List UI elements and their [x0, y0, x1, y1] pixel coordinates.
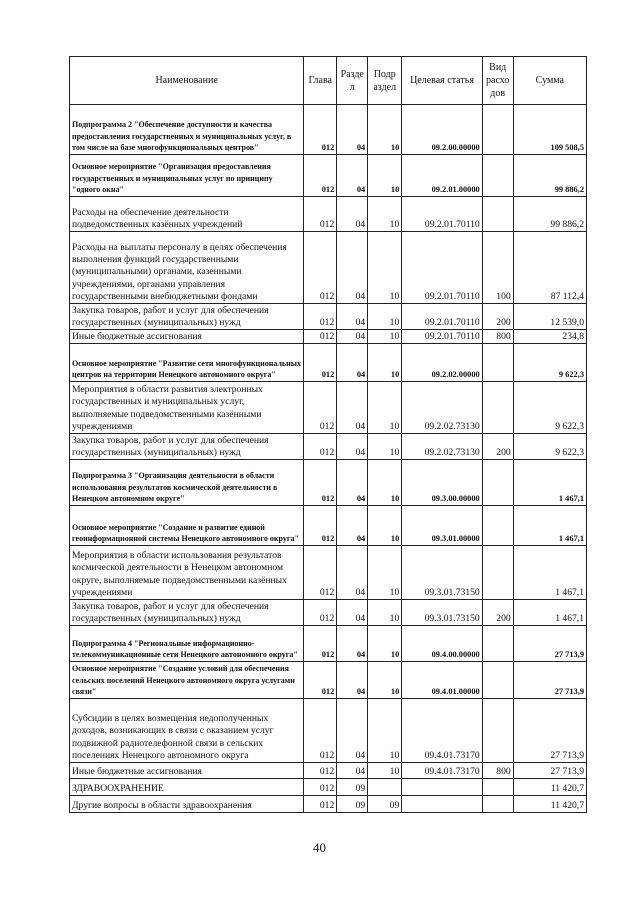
- table-row: [70, 232, 587, 304]
- row-expense-type: [482, 546, 513, 600]
- table-row: [70, 779, 587, 796]
- table-row: [70, 662, 587, 699]
- row-name: Расходы на выплаты персоналу в целях обеспечения выполнения функций государственными (муниципальными) органами, казенными учреждениями, органами управления государственными внебюджетными фондами: [70, 232, 304, 304]
- row-chapter: 012: [304, 506, 337, 546]
- row-expense-type: 200: [482, 434, 513, 460]
- table-row: [70, 506, 587, 546]
- table-row: [70, 197, 587, 232]
- row-target: 09.2.02.73130: [402, 434, 482, 460]
- row-sum: 1 467,1: [513, 506, 586, 546]
- row-sum: 11 420,7: [513, 796, 586, 813]
- table-row: [70, 382, 587, 434]
- table-row: [70, 546, 587, 600]
- row-expense-type: [482, 344, 513, 382]
- row-subsection: 10: [368, 105, 402, 155]
- row-target: 09.4.00.00000: [402, 626, 482, 662]
- budget-table: [69, 56, 587, 813]
- row-target: 09.4.01.00000: [402, 662, 482, 699]
- row-name: Мероприятия в области использования результатов космической деятельности в Ненецком автономном округе, выполняемые подведомственными казённых учреждениями: [70, 546, 304, 600]
- row-section: 04: [337, 382, 368, 434]
- table-row: [70, 699, 587, 763]
- row-name: Основное мероприятие "Создание условий для обеспечения сельских поселений Ненецкого автономного округа услугами связи": [70, 662, 304, 699]
- row-section: 04: [337, 232, 368, 304]
- row-name: Закупка товаров, работ и услуг для обеспечения государственных (муниципальных) нужд: [70, 600, 304, 626]
- row-expense-type: 800: [482, 330, 513, 344]
- row-expense-type: 200: [482, 304, 513, 330]
- row-name: Подпрограмма 3 "Организация деятельности в области использования результатов космической деятельности в Ненецком автономном округе": [70, 460, 304, 506]
- row-target: 09.2.01.70110: [402, 304, 482, 330]
- table-row: [70, 763, 587, 779]
- row-target: 09.2.00.00000: [402, 105, 482, 155]
- row-subsection: 10: [368, 600, 402, 626]
- row-target: 09.2.02.00000: [402, 344, 482, 382]
- header-row: [70, 57, 587, 105]
- row-target: [402, 779, 482, 796]
- row-name: Подпрограмма 2 "Обеспечение доступности и качества предоставления государственных и муниципальных услуг, в том числе на базе многофункциональных центров": [70, 105, 304, 155]
- row-subsection: 10: [368, 155, 402, 197]
- row-expense-type: [482, 382, 513, 434]
- row-chapter: 012: [304, 232, 337, 304]
- row-name: Иные бюджетные ассигнования: [70, 330, 304, 344]
- table-row: [70, 796, 587, 813]
- row-sum: 234,8: [513, 330, 586, 344]
- row-name: Иные бюджетные ассигнования: [70, 763, 304, 779]
- row-subsection: 10: [368, 546, 402, 600]
- row-subsection: 10: [368, 763, 402, 779]
- row-sum: 87 112,4: [513, 232, 586, 304]
- row-sum: 99 886,2: [513, 197, 586, 232]
- row-name: Основное мероприятие "Развитие сети многофункциональных центров на территории Ненецкого автономного округа": [70, 344, 304, 382]
- row-expense-type: [482, 506, 513, 546]
- table-row: [70, 344, 587, 382]
- row-section: 04: [337, 662, 368, 699]
- row-sum: 1 467,1: [513, 460, 586, 506]
- row-sum: 9 622,3: [513, 434, 586, 460]
- row-sum: 27 713,9: [513, 626, 586, 662]
- table-row: [70, 434, 587, 460]
- table-row: [70, 330, 587, 344]
- row-name: Основное мероприятие "Организация предоставления государственных и муниципальных услуг по принципу "одного окна": [70, 155, 304, 197]
- row-expense-type: [482, 105, 513, 155]
- row-sum: 99 886,2: [513, 155, 586, 197]
- row-name: Закупка товаров, работ и услуг для обеспечения государственных (муниципальных) нужд: [70, 434, 304, 460]
- row-subsection: 10: [368, 460, 402, 506]
- row-name: Другие вопросы в области здравоохранения: [70, 796, 304, 813]
- row-expense-type: [482, 662, 513, 699]
- row-expense-type: [482, 779, 513, 796]
- row-chapter: 012: [304, 600, 337, 626]
- row-subsection: 10: [368, 304, 402, 330]
- row-name: Мероприятия в области развития электронных государственных и муниципальных услуг, выполняемые подведомственными казёнными учреждениями: [70, 382, 304, 434]
- row-section: 09: [337, 779, 368, 796]
- row-chapter: 012: [304, 460, 337, 506]
- row-expense-type: 800: [482, 763, 513, 779]
- row-subsection: 10: [368, 699, 402, 763]
- row-section: 04: [337, 344, 368, 382]
- row-sum: 27 713,9: [513, 699, 586, 763]
- row-target: 09.2.01.70110: [402, 232, 482, 304]
- row-name: Расходы на обеспечение деятельности подведомственных казённых учреждений: [70, 197, 304, 232]
- row-expense-type: [482, 626, 513, 662]
- header-section: Разде л: [337, 57, 368, 105]
- row-target: 09.3.01.73150: [402, 546, 482, 600]
- row-expense-type: 200: [482, 600, 513, 626]
- row-chapter: 012: [304, 105, 337, 155]
- table-row: [70, 304, 587, 330]
- row-subsection: 10: [368, 197, 402, 232]
- row-expense-type: 100: [482, 232, 513, 304]
- row-expense-type: [482, 460, 513, 506]
- row-section: 04: [337, 546, 368, 600]
- row-sum: 9 622,3: [513, 382, 586, 434]
- row-chapter: 012: [304, 662, 337, 699]
- row-section: 04: [337, 506, 368, 546]
- row-target: 09.3.01.73150: [402, 600, 482, 626]
- header-sum: Сумма: [513, 57, 586, 105]
- header-chapter: Глава: [304, 57, 337, 105]
- table-row: [70, 105, 587, 155]
- row-target: 09.4.01.73170: [402, 699, 482, 763]
- row-target: 09.2.01.70110: [402, 197, 482, 232]
- row-subsection: 10: [368, 330, 402, 344]
- row-sum: 12 539,0: [513, 304, 586, 330]
- row-name: Подпрограмма 4 "Региональные информационно-телекоммуникационные сети Ненецкого автономного округа": [70, 626, 304, 662]
- row-section: 04: [337, 155, 368, 197]
- row-subsection: 10: [368, 506, 402, 546]
- row-section: 04: [337, 330, 368, 344]
- row-target: 09.2.02.73130: [402, 382, 482, 434]
- row-sum: 109 508,5: [513, 105, 586, 155]
- row-expense-type: [482, 699, 513, 763]
- table-row: [70, 626, 587, 662]
- row-target: 09.2.01.00000: [402, 155, 482, 197]
- row-section: 04: [337, 460, 368, 506]
- row-section: 04: [337, 304, 368, 330]
- row-name: ЗДРАВООХРАНЕНИЕ: [70, 779, 304, 796]
- row-chapter: 012: [304, 699, 337, 763]
- page-number: 40: [313, 840, 326, 855]
- row-target: 09.2.01.70110: [402, 330, 482, 344]
- row-target: 09.3.00.00000: [402, 460, 482, 506]
- row-chapter: 012: [304, 796, 337, 813]
- row-section: 04: [337, 105, 368, 155]
- row-section: 04: [337, 434, 368, 460]
- header-name: Наименование: [70, 57, 304, 105]
- table-row: [70, 600, 587, 626]
- table-row: [70, 460, 587, 506]
- row-chapter: 012: [304, 197, 337, 232]
- row-chapter: 012: [304, 626, 337, 662]
- row-chapter: 012: [304, 330, 337, 344]
- row-subsection: 10: [368, 382, 402, 434]
- row-sum: 11 420,7: [513, 779, 586, 796]
- row-expense-type: [482, 796, 513, 813]
- row-chapter: 012: [304, 304, 337, 330]
- row-section: 09: [337, 796, 368, 813]
- row-subsection: [368, 779, 402, 796]
- row-name: Основное мероприятие "Создание и развитие единой геоинформационной системы Ненецкого автономного округа": [70, 506, 304, 546]
- row-chapter: 012: [304, 434, 337, 460]
- header-expense-type: Вид расхо дов: [482, 57, 513, 105]
- row-sum: 1 467,1: [513, 546, 586, 600]
- row-chapter: 012: [304, 155, 337, 197]
- row-chapter: 012: [304, 344, 337, 382]
- row-name: Закупка товаров, работ и услуг для обеспечения государственных (муниципальных) нужд: [70, 304, 304, 330]
- row-section: 04: [337, 197, 368, 232]
- row-subsection: 10: [368, 344, 402, 382]
- row-subsection: 10: [368, 626, 402, 662]
- header-subsection: Подр аздел: [368, 57, 402, 105]
- row-chapter: 012: [304, 779, 337, 796]
- row-target: 09.4.01.73170: [402, 763, 482, 779]
- row-expense-type: [482, 197, 513, 232]
- row-name: Субсидии в целях возмещения недополученных доходов, возникающих в связи с оказанием услуг подвижной радиотелефонной связи в сельских поселениях Ненецкого автономного округа: [70, 699, 304, 763]
- row-expense-type: [482, 155, 513, 197]
- row-section: 04: [337, 763, 368, 779]
- row-chapter: 012: [304, 763, 337, 779]
- row-chapter: 012: [304, 546, 337, 600]
- row-chapter: 012: [304, 382, 337, 434]
- row-subsection: 10: [368, 434, 402, 460]
- table-body: [70, 105, 587, 813]
- table-row: [70, 155, 587, 197]
- header-target: Целевая статья: [402, 57, 482, 105]
- row-subsection: 10: [368, 232, 402, 304]
- row-section: 04: [337, 600, 368, 626]
- row-sum: 1 467,1: [513, 600, 586, 626]
- row-target: 09.3.01.00000: [402, 506, 482, 546]
- row-sum: 9 622,3: [513, 344, 586, 382]
- row-subsection: 09: [368, 796, 402, 813]
- row-section: 04: [337, 626, 368, 662]
- row-sum: 27 713,9: [513, 763, 586, 779]
- row-subsection: 10: [368, 662, 402, 699]
- row-sum: 27 713,9: [513, 662, 586, 699]
- row-target: [402, 796, 482, 813]
- row-section: 04: [337, 699, 368, 763]
